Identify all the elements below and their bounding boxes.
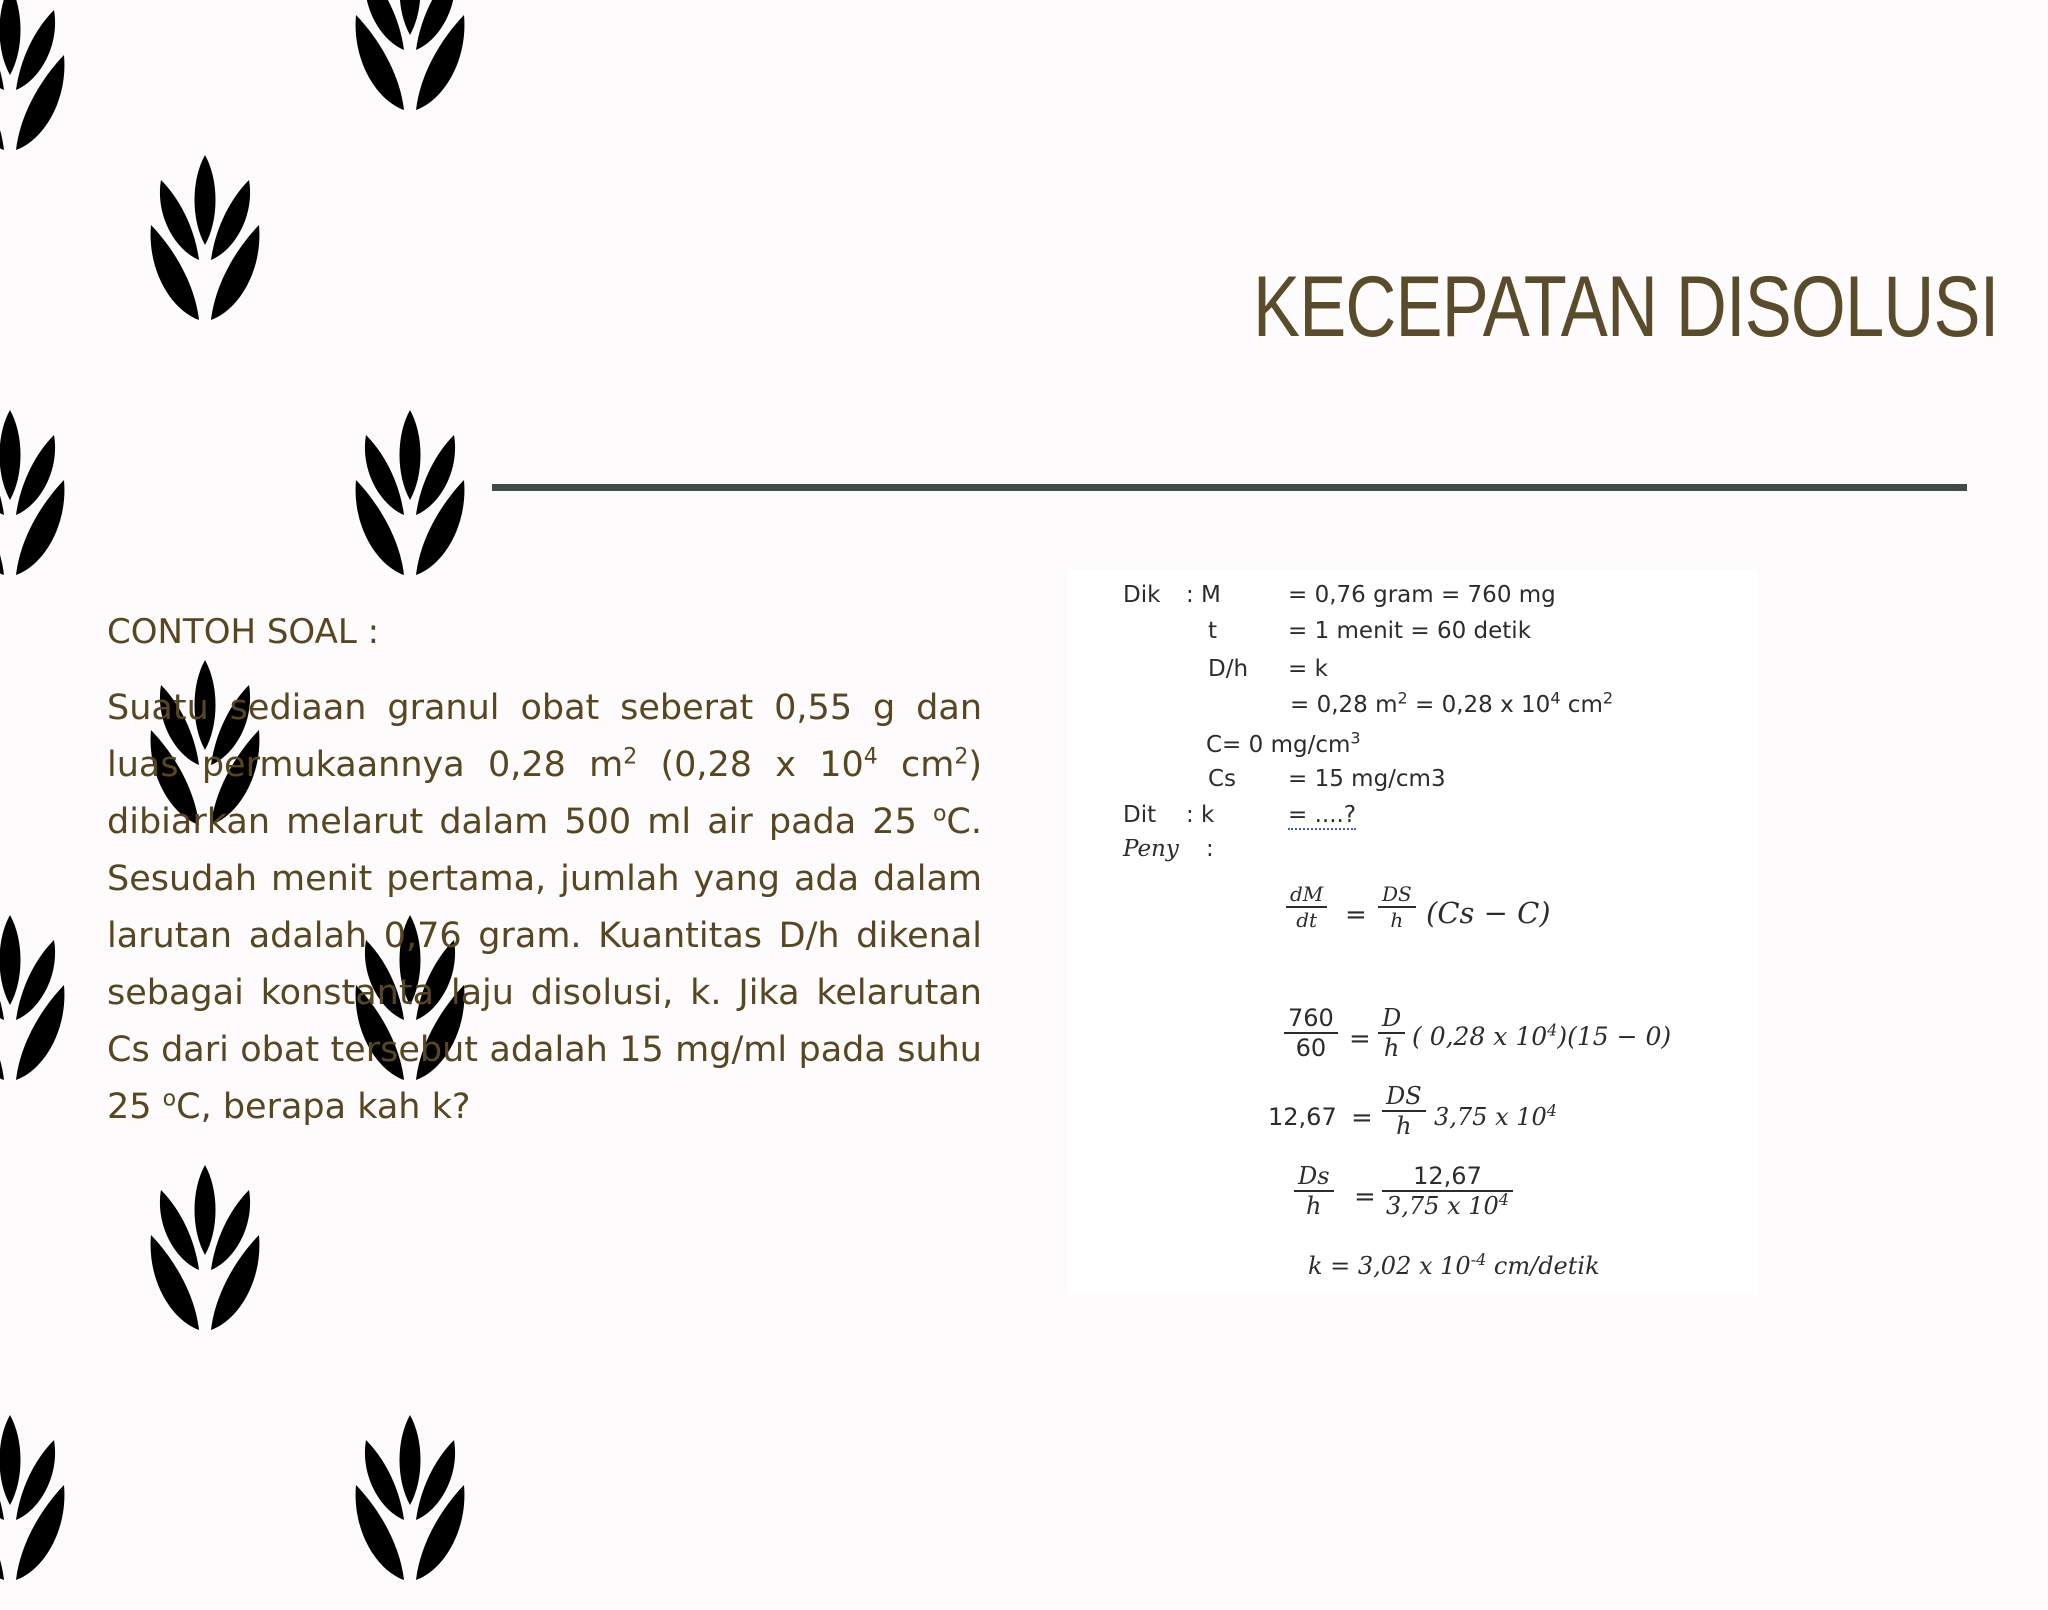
- leaf-sprig-icon: [350, 405, 470, 605]
- t-var: t: [1208, 618, 1218, 644]
- leaf-sprig-icon: [0, 1410, 70, 1610]
- dik-m-value: = 0,76 gram = 760 mg: [1288, 582, 1556, 608]
- eq2-lhs-fraction: $\frac{760}{60}$: [1284, 1004, 1338, 1062]
- problem-text: Suatu sediaan granul obat seberat 0,55 g dan luas permukaannya 0,28 $m^2$ (0,28 x $10^4$ $cm^2$) dibiarkan melarut dalam 500 ml air pada 25 $^o$C. Sesudah menit pertama, jumlah yang ada dalam larutan adalah 0,76 gram. Kuantitas D/h dikenal sebagai konstanta laju disolusi, k. Jika kelarutan Cs dari obat tersebut adalah 15 mg/ml pada suhu 25 $^o$C, berapa kah k?: [107, 688, 982, 1127]
- dh-var: D/h: [1208, 656, 1249, 682]
- c-value: C= 0 $mg/cm^3$: [1206, 728, 1361, 758]
- eq4-rhs-fraction: $\frac{12,67}{3,75 x 10^4}$: [1382, 1162, 1513, 1220]
- dit-label: Dit: [1123, 802, 1157, 828]
- cs-var: Cs: [1208, 766, 1237, 792]
- eq2-equals: =: [1349, 1024, 1371, 1054]
- peny-label: Peny: [1123, 836, 1179, 862]
- result-k: k = 3,02 x $10^{-4}$ cm/detik: [1308, 1250, 1600, 1280]
- dik-m-var: : M: [1186, 582, 1221, 608]
- example-heading: CONTOH SOAL :: [107, 612, 380, 652]
- peny-colon: :: [1206, 836, 1214, 862]
- dh-value: = k: [1288, 656, 1328, 682]
- surface-area-value: = 0,28 $m^2 = 0,28$ x $10^4$ $cm^2$: [1290, 688, 1614, 718]
- leaf-sprig-icon: [145, 1160, 265, 1360]
- eq1-equals: =: [1345, 900, 1367, 930]
- leaf-sprig-icon: [0, 0, 70, 180]
- eq3-rest: 3,75 x $10^4$: [1434, 1101, 1557, 1131]
- eq3-equals: =: [1351, 1103, 1373, 1133]
- solution-image: [1068, 570, 1758, 1295]
- leaf-sprig-icon: [350, 0, 470, 140]
- eq3-lhs: 12,67: [1268, 1103, 1337, 1131]
- eq1-lhs-fraction: $\frac{dM}{dt}$: [1286, 882, 1327, 932]
- leaf-sprig-icon: [0, 910, 70, 1110]
- eq3-fraction: $\frac{DS}{h}$: [1382, 1082, 1426, 1140]
- dik-label: Dik: [1123, 582, 1161, 608]
- t-value: = 1 menit = 60 detik: [1288, 618, 1532, 644]
- eq4-lhs-fraction: $\frac{Ds}{h}$: [1294, 1162, 1334, 1220]
- eq4-equals: =: [1354, 1182, 1376, 1212]
- eq1-rhs-fraction: $\frac{DS}{h}$: [1378, 882, 1416, 932]
- eq2-rhs-fraction: $\frac{D}{h}$: [1378, 1004, 1405, 1062]
- eq1-rest: (Cs − C): [1426, 896, 1551, 930]
- leaf-sprig-icon: [350, 1410, 470, 1610]
- title-divider: [492, 484, 1967, 491]
- slide-title: KECEPATAN DISOLUSI: [1253, 259, 1999, 355]
- dit-var: : k: [1186, 802, 1215, 828]
- leaf-sprig-icon: [145, 150, 265, 350]
- dit-value: = ....?: [1288, 802, 1357, 828]
- eq2-rest: ( 0,28 x $10^4)(15 - 0)$: [1412, 1020, 1672, 1051]
- cs-value: = 15 mg/cm3: [1288, 766, 1446, 792]
- leaf-sprig-icon: [0, 405, 70, 605]
